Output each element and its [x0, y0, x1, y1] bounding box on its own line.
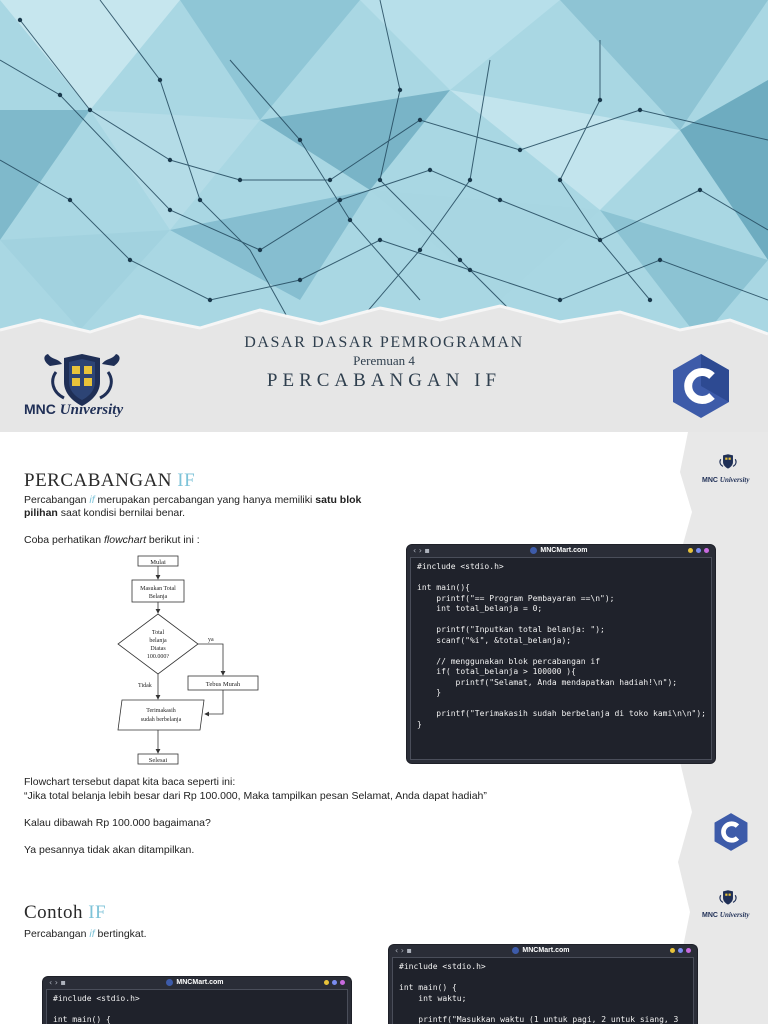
- logo-script: University: [59, 402, 124, 418]
- logo-wordmark: [24, 401, 123, 419]
- fc-output-label-1: Terimakasih: [146, 708, 176, 714]
- fc-cond-label-4: 100.000?: [146, 654, 170, 660]
- fc-cond-label-2: belanja: [149, 638, 167, 644]
- section-title-contoh-if: Contoh IF: [24, 902, 107, 923]
- fc-output-label-2: sudah berbelanja: [140, 717, 182, 723]
- intro-paragraph: Percabangan if merupakan percabangan yang hanya memiliki satu blok pilihan saat kondisi bernilai benar.: [24, 494, 362, 519]
- side-logo-text-bottom: MNC University: [702, 911, 750, 919]
- c-language-logo: [670, 352, 732, 420]
- side-logo-text-top: MNC University: [702, 476, 750, 484]
- fc-yes-label: ya: [208, 637, 214, 643]
- fc-cond-label-3: Diatas: [150, 646, 166, 652]
- code-window-3: [42, 976, 352, 1024]
- course-title: DASAR DASAR PEMROGRAMAN: [244, 334, 524, 351]
- code-window-1: [406, 544, 716, 764]
- nested-if-subtitle: Percabangan if bertingkat.: [24, 928, 147, 940]
- flowchart-read-text: Flowchart tersebut dapat kita baca seperti ini:: [24, 776, 236, 788]
- topic-title: PERCABANGAN IF: [266, 370, 502, 391]
- fc-start-label: Mulai: [150, 559, 166, 566]
- fc-no-label: Tidak: [138, 683, 152, 689]
- flowchart-quote-text: “Jika total belanja lebih besar dari Rp 100.000, Maka tampilkan pesan Selamat, Anda dapat hadiah”: [24, 790, 487, 802]
- section-title-percabangan-if: PERCABANGAN IF: [24, 470, 196, 491]
- logo-name: MNC: [24, 401, 56, 417]
- fc-end-label: Selesai: [148, 757, 168, 764]
- question-text: Kalau dibawah Rp 100.000 bagaimana?: [24, 817, 211, 829]
- side-c-language-logo: [712, 812, 750, 852]
- side-crest-logo-top: [712, 448, 744, 476]
- fc-cond-label-1: Total: [151, 630, 165, 636]
- fc-input-label-2: Belanja: [148, 594, 168, 600]
- code-window-2: [388, 944, 698, 1024]
- window-control-dots[interactable]: [688, 548, 709, 553]
- code-window-titlebar: [43, 977, 351, 988]
- code-window-brand: MNCMart.com: [530, 547, 587, 554]
- code-listing-1: #include <stdio.h> int main(){ printf("== Program Pembayaran ==\n"); int total_belanja = 0; printf("Inputkan total belanja: "); scanf("%i", &total_belanja); // menggunakan blok percabangan if if( total_belanja > 100000 ){ printf("Selamat, Anda mendapatkan hadiah!\n"); } printf("Terimakasih sudah berbelanja di toko kami\n\n"); }: [417, 562, 706, 729]
- code-listing-2: #include <stdio.h> int main() { int waktu; printf("Masukkan waktu (1 untuk pagi, 2 untuk siang, 3: [399, 962, 679, 1024]
- answer-text: Ya pesannya tidak akan ditampilkan.: [24, 844, 195, 856]
- meeting-number: Peremuan 4: [353, 353, 415, 368]
- code-window-nav[interactable]: ‹ › ▪: [413, 546, 430, 555]
- code-window-titlebar: [407, 545, 715, 556]
- brand-c-icon: [512, 947, 519, 954]
- code-window-brand: MNCMart.com: [166, 979, 223, 986]
- code-window-brand: MNCMart.com: [512, 947, 569, 954]
- side-crest-logo-bottom: [712, 884, 744, 912]
- code-body: [392, 957, 694, 1024]
- code-listing-3: #include <stdio.h> int main() {: [53, 994, 140, 1024]
- window-control-dots[interactable]: [324, 980, 345, 985]
- code-body: [46, 989, 348, 1024]
- code-window-nav[interactable]: ‹ › ▪: [395, 946, 412, 955]
- flowchart-diagram: [112, 552, 272, 770]
- flowchart-lead-text: Coba perhatikan flowchart berikut ini :: [24, 534, 200, 546]
- code-window-nav[interactable]: ‹ › ▪: [49, 978, 66, 987]
- code-body: [410, 557, 712, 760]
- flowchart-condition-node: [118, 614, 198, 674]
- flowchart-output-node: [118, 700, 204, 730]
- brand-c-icon: [530, 547, 537, 554]
- code-window-titlebar: [389, 945, 697, 956]
- brand-c-icon: [166, 979, 173, 986]
- window-control-dots[interactable]: [670, 948, 691, 953]
- fc-action-label: Tebus Murah: [205, 681, 241, 688]
- fc-input-label-1: Masukan Total: [140, 586, 176, 592]
